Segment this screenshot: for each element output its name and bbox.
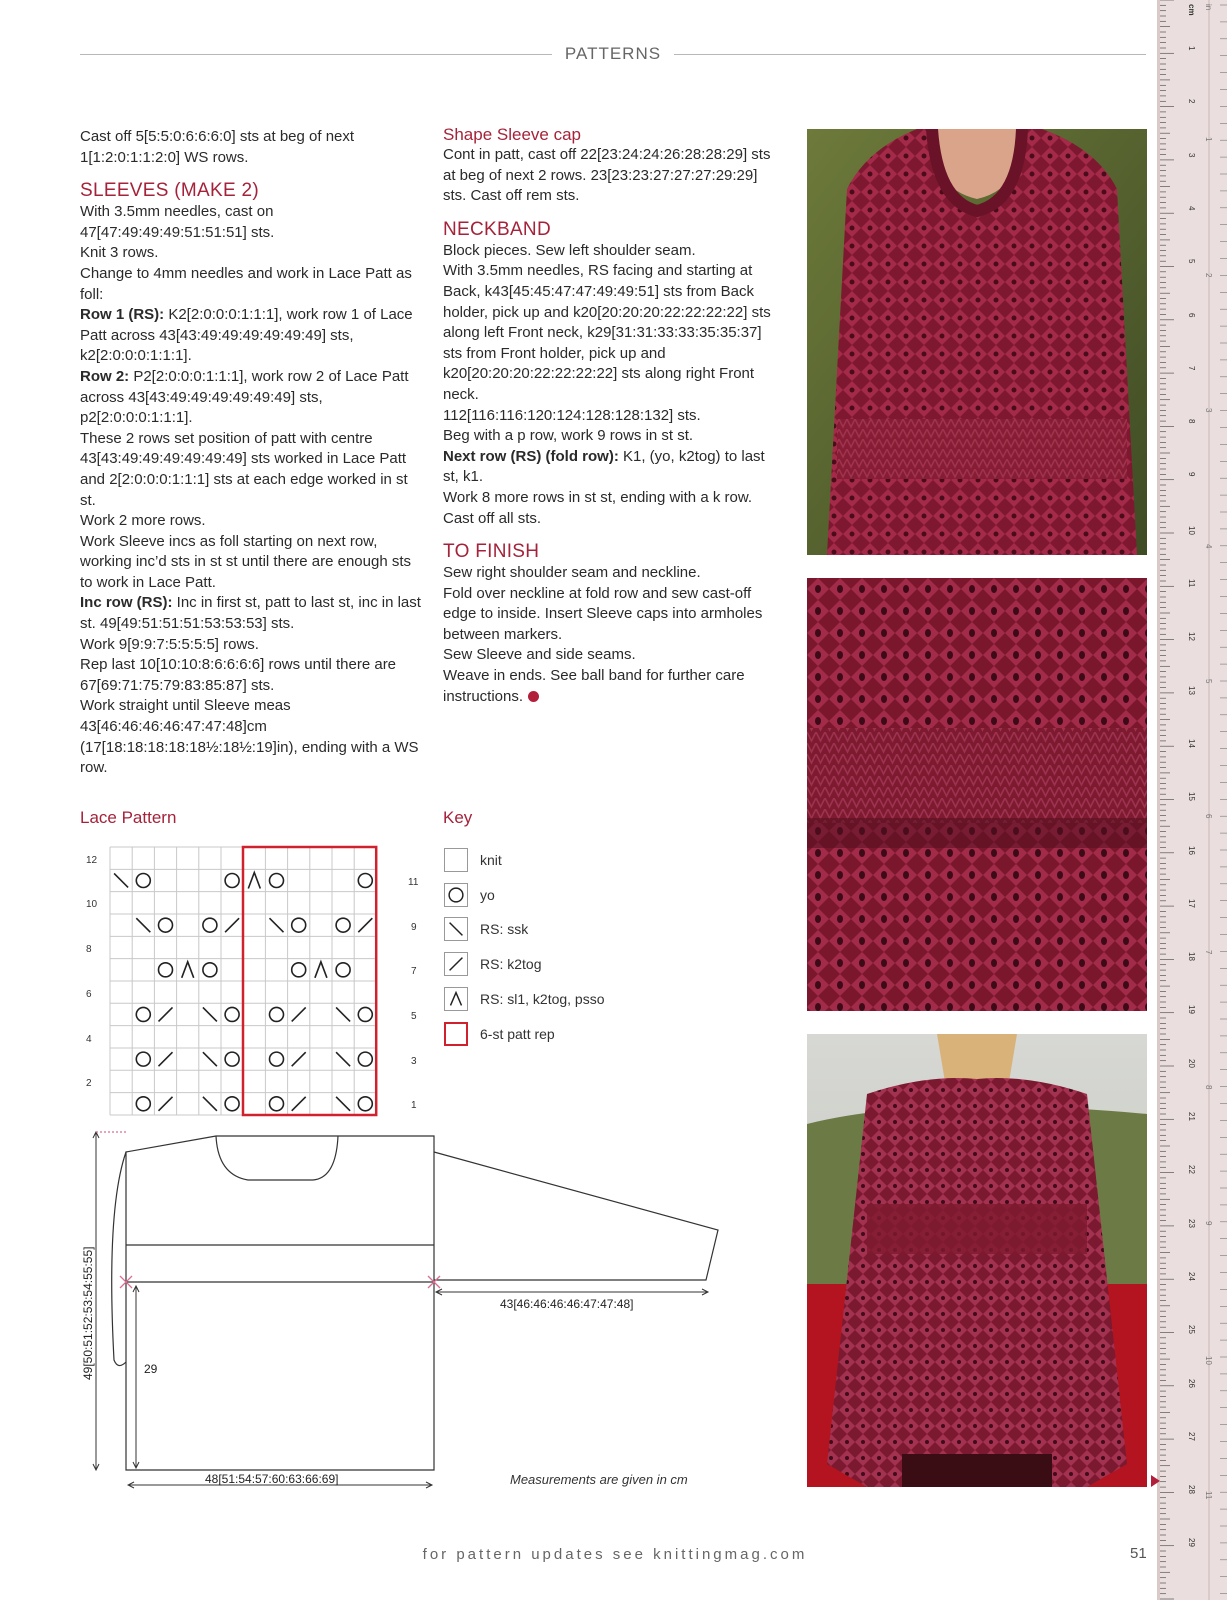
ruler-cm-15: 15 (1187, 792, 1196, 802)
row2-label: Row 2: (80, 367, 130, 385)
ruler-cm-12: 12 (1187, 632, 1196, 642)
ruler-cm-9: 9 (1187, 472, 1196, 477)
ruler-in-10: 10 (1204, 1356, 1213, 1365)
photo-back-view (807, 1034, 1147, 1487)
sleeves-para-1: With 3.5mm needles, cast on 47[47:49:49:49:51:51:51] sts. (80, 203, 275, 241)
ruler-cm-18: 18 (1187, 952, 1196, 961)
row1-text: K2[2:0:0:0:1:1:1], work row 1 of Lace Patt across 43[43:49:49:49:49:49:49] sts, k2[2:0:0:0:1:1:1]. (80, 306, 413, 365)
row1-label: Row 1 (RS): (80, 306, 165, 324)
neckband-heading: NECKBAND (443, 218, 551, 240)
ruler-cm-4: 4 (1187, 205, 1196, 211)
row-label-right-11: 11 (408, 877, 419, 888)
ruler-cm-27: 27 (1187, 1431, 1196, 1441)
ruler-cm-17: 17 (1187, 898, 1196, 908)
ruler-cm-3: 3 (1187, 152, 1196, 158)
header-rule-right (674, 54, 1146, 55)
measurements-note: Measurements are given in cm (510, 1472, 688, 1487)
column-sleeves (80, 127, 425, 779)
key-title: Key (443, 808, 473, 827)
row2-text: P2[2:0:0:0:1:1:1], work row 2 of Lace Patt across 43[43:49:49:49:49:49:49] sts, p2[2:0:0:0:1:1:1]. (80, 367, 409, 427)
neckband-para-5: Work 8 more rows in st st, ending with a k row. (443, 488, 753, 506)
row-label-left-2: 2 (86, 1078, 92, 1089)
ruler-in-5: 5 (1204, 679, 1213, 684)
width-label: 48[51:54:57:60:63:66:69] (205, 1472, 339, 1486)
key-label-yo: yo (480, 887, 495, 903)
side-curve (112, 1152, 126, 1366)
ruler-in-4: 4 (1204, 543, 1213, 549)
garment-schematic (78, 1130, 728, 1490)
row-label-right-9: 9 (411, 922, 417, 933)
ruler-in-1: 1 (1204, 137, 1213, 142)
finish-para-4 (443, 666, 783, 707)
red-square-icon (444, 1022, 468, 1046)
key-label-ssk: RS: ssk (480, 921, 529, 937)
ruler-cm-22: 22 (1187, 1165, 1196, 1175)
column-neckband (443, 125, 783, 707)
footer-link-text: for pattern updates see knittingmag.com (422, 1546, 808, 1563)
cast-off-text: Cast off 5[5:5:0:6:6:6:0] sts at beg of next 1[1:2:0:1:1:2:0] WS rows. (80, 128, 355, 166)
key-label-k2tog: RS: k2tog (480, 956, 542, 972)
inc-row-text: Inc in first st, patt to last st, inc in last st. 49[49:51:51:51:53:53:53] sts. (80, 594, 421, 633)
ruler-unit-in: in (1204, 4, 1213, 11)
row-label-right-1: 1 (411, 1100, 417, 1111)
ruler-cm-2: 2 (1187, 99, 1196, 104)
slash-icon (444, 952, 468, 976)
page-number: 51 (1130, 1545, 1147, 1562)
ruler-cm-25: 25 (1187, 1325, 1196, 1335)
ruler-cm-10: 10 (1187, 525, 1196, 535)
row-label-right-3: 3 (411, 1056, 417, 1067)
neckband-para-1: Block pieces. Sew left shoulder seam. (443, 241, 696, 259)
finish-para-1: Sew right shoulder seam and neckline. (443, 564, 701, 582)
neckband-para-4: Beg with a p row, work 9 rows in st st. (443, 427, 694, 445)
inc-row-instruction (80, 593, 425, 634)
ruler-in-8: 8 (1204, 1085, 1213, 1090)
ruler-cm-6: 6 (1187, 312, 1196, 317)
ruler-cm-5: 5 (1187, 259, 1196, 264)
row-label-left-8: 8 (86, 944, 92, 955)
sleeves-para-9: Work straight until Sleeve meas 43[46:46:46:46:47:47:48]cm (17[18:18:18:18:18½:18½:19]in), ending with a WS row. (80, 697, 419, 777)
inc-row-label: Inc row (RS): (80, 594, 173, 612)
sleeves-para-3: Change to 4mm needles and work in Lace Patt as foll: (80, 264, 412, 303)
sleeve-outline (434, 1152, 718, 1280)
ruler-cm-16: 16 (1187, 845, 1196, 855)
body-outline (126, 1136, 434, 1470)
fold-row-text: K1, (yo, k2tog) to last st, k1. (443, 447, 765, 486)
ruler-cm-24: 24 (1187, 1271, 1196, 1281)
ruler-cm-1: 1 (1187, 46, 1196, 51)
lace-chart (80, 840, 430, 1120)
finish-para-4-text: Weave in ends. See ball band for further care instructions. (443, 667, 745, 705)
ruler-in-3: 3 (1204, 408, 1213, 413)
ruler-cm-26: 26 (1187, 1378, 1196, 1388)
ruler-cm-23: 23 (1187, 1218, 1196, 1228)
row-label-right-7: 7 (411, 966, 417, 977)
empty-square-icon (444, 848, 468, 872)
backslash-icon (444, 917, 468, 941)
ruler-in-11: 11 (1204, 1491, 1213, 1500)
ruler-cm-20: 20 (1187, 1058, 1196, 1068)
ruler-cm-29: 29 (1187, 1538, 1196, 1548)
neckband-para-6: Cast off all sts. (443, 509, 542, 527)
ruler-cm-7: 7 (1187, 365, 1196, 371)
sleeves-para-6: Work Sleeve incs as foll starting on next row, working inc’d sts in st st until there are enough sts to work in Lace Patt. (80, 532, 411, 591)
to-finish-heading: TO FINISH (443, 541, 540, 563)
ruler-cm-11: 11 (1187, 579, 1196, 588)
neck-curve (216, 1136, 338, 1180)
armhole-label: 29 (144, 1362, 158, 1376)
caret-icon (444, 987, 468, 1011)
neckband-para-2: With 3.5mm needles, RS facing and starting at Back, k43[45:45:47:47:49:49:51] sts from Back holder, pick up and k20[20:20:20:22:22:22:22] sts along left Front neck, k29[31:31:33:33:35:35:37] sts from Front holder, pick up and k20[20:20:20:22:22:22:22] sts along right Front neck. (443, 262, 771, 403)
fold-row-label: Next row (RS) (fold row): (443, 447, 619, 465)
ruler-cm-8: 8 (1187, 419, 1196, 424)
ruler-cm-28: 28 (1187, 1485, 1196, 1494)
sleeves-para-4: These 2 rows set position of patt with centre 43[43:49:49:49:49:49:49] sts worked in Lace Patt and 2[2:0:0:0:1:1:1] sts at each edge worked in st st. (80, 429, 408, 509)
key-label-sl1-k2tog-psso: RS: sl1, k2tog, psso (480, 991, 605, 1007)
sleeve-length-label: 43[46:46:46:46:47:47:48] (500, 1297, 634, 1311)
row-label-left-6: 6 (86, 989, 92, 1000)
circle-icon (444, 883, 468, 907)
shape-sleeve-cap-heading: Shape Sleeve cap (443, 125, 581, 144)
ruler-cm-21: 21 (1187, 1112, 1196, 1121)
ruler-in-9: 9 (1204, 1220, 1213, 1226)
section-title: PATTERNS (564, 44, 662, 63)
photo-lace-detail (807, 578, 1147, 1011)
neckband-para-3: 112[116:116:120:124:128:128:132] sts. (443, 406, 701, 424)
ruler-cm-19: 19 (1187, 1005, 1196, 1015)
row2-instruction (80, 367, 425, 429)
ruler-cm-14: 14 (1187, 738, 1196, 748)
body-length-label: 49[50:51:52:53:54:55:55] (81, 1246, 95, 1380)
row-label-right-5: 5 (411, 1011, 417, 1022)
sleeves-para-5: Work 2 more rows. (80, 512, 206, 530)
end-bullet-icon (528, 691, 539, 702)
ruler-in-6: 6 (1204, 814, 1213, 819)
row1-instruction (80, 305, 425, 367)
ruler-unit-cm: cm (1187, 4, 1196, 16)
row-label-left-12: 12 (86, 855, 98, 866)
fold-row-instruction (443, 447, 783, 488)
measuring-ruler (1157, 0, 1227, 1600)
sleeves-para-8: Rep last 10[10:10:8:6:6:6:6] rows until there are 67[69:71:75:79:83:85:87] sts. (80, 656, 397, 694)
sleeves-para-2: Knit 3 rows. (80, 244, 159, 262)
key-label-knit: knit (480, 852, 502, 868)
finish-para-2: Fold over neckline at fold row and sew cast-off edge to inside. Insert Sleeve caps into armholes between markers. (443, 584, 763, 643)
finish-para-3: Sew Sleeve and side seams. (443, 646, 636, 664)
sleeves-para-7: Work 9[9:9:7:5:5:5:5] rows. (80, 635, 259, 653)
ruler-in-7: 7 (1204, 949, 1213, 955)
lace-chart-title: Lace Pattern (80, 808, 177, 827)
row-label-left-4: 4 (86, 1034, 92, 1045)
header-rule-left (80, 54, 552, 55)
shape-sleeve-cap-text: Cont in patt, cast off 22[23:24:24:26:28:28:29] sts at beg of next 2 rows. 23[23:23:27:27:27:29:29] sts. Cast off rem sts. (443, 146, 771, 205)
ruler-cm-13: 13 (1187, 685, 1196, 695)
ruler-marker-arrow (1151, 1475, 1160, 1487)
row-label-left-10: 10 (86, 899, 98, 910)
ruler-in-2: 2 (1204, 272, 1213, 278)
sleeves-heading: SLEEVES (MAKE 2) (80, 180, 260, 202)
photo-front-neckline (807, 129, 1147, 555)
key-label-patt-rep: 6-st patt rep (480, 1026, 555, 1042)
